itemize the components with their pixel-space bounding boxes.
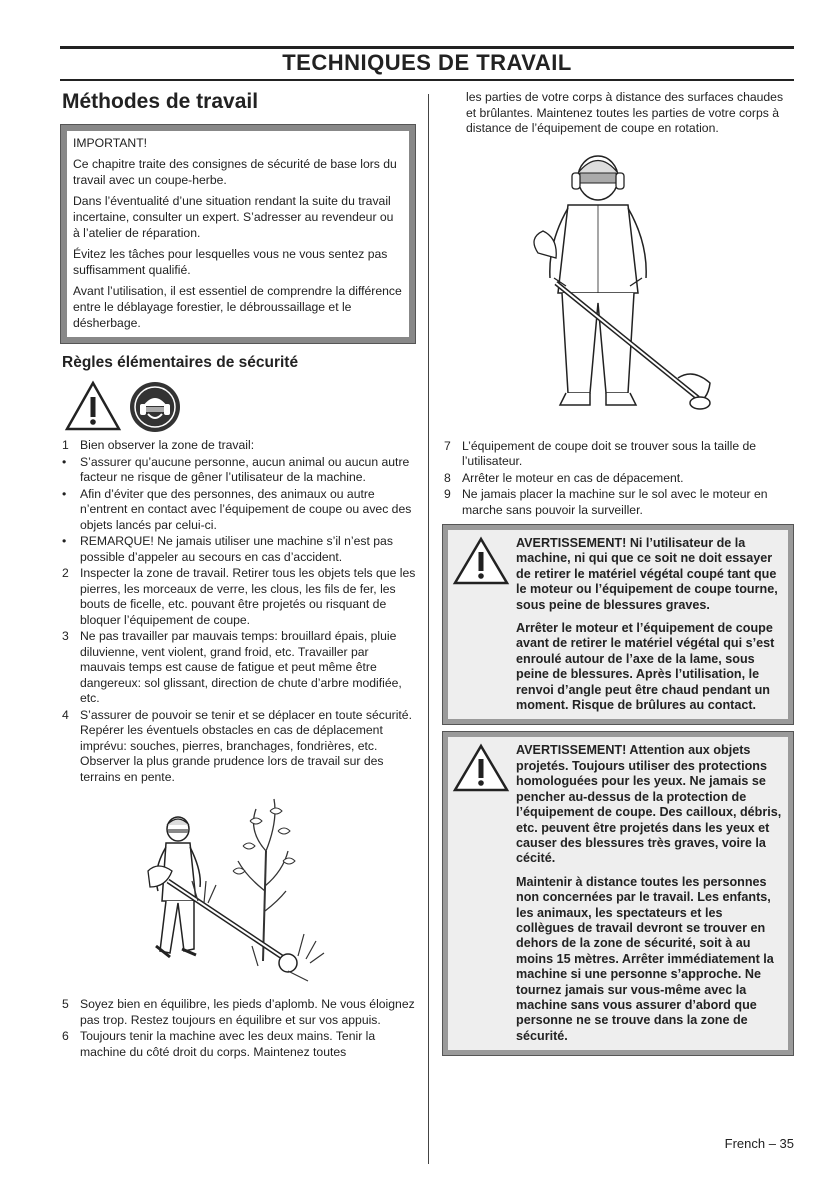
warning-box-projected-objects [442, 731, 794, 1056]
warning-2-paragraph-2: Maintenir à distance toutes les personnes non concernées par le travail. Les enfants, les animaux, les spectateurs et les collègues de travail devront se trouver en dehors de la zone de sécurité, soit à au moins 15 mètres. Arrêter immédiatement la machine si une personne s’approche. Ne tournez jamais sur vous-même avec la machine sans vous assurer d’abord que personne ne se trouve dans la zone de sécurité. [516, 874, 774, 1043]
warning-triangle-icon [452, 743, 510, 793]
list-item: • Afin d’éviter que des personnes, des animaux ou autre n’entrent en contact avec l’équipement de coupe ou avec des objets lancés par celui-ci. [62, 486, 412, 532]
warning-box-cut-material [442, 524, 794, 725]
header-rule-bottom [60, 79, 794, 81]
list-item: 6 Toujours tenir la machine avec les deux mains. Tenir la machine du côté droit du corps. Maintenez toutes [62, 1029, 376, 1059]
warning-triangle-icon [452, 536, 510, 586]
safety-symbols [64, 380, 416, 434]
safety-list-continued [60, 997, 416, 1060]
important-paragraph-2: Dans l’éventualité d’une situation rendant la suite du travail incertaine, consulter un expert. S’adresser au revendeur ou à l’atelier de réparation. [73, 194, 394, 240]
list-item: 4 S’assurer de pouvoir se tenir et se déplacer en toute sécurité. Repérer les éventuels obstacles en cas de déplacement imprévu: souches, pierres, branchages, fondrières, etc. Observer la plus grande prudence lors de travail sur des terrains en pente. [62, 707, 412, 784]
header-rule-top [60, 46, 794, 49]
warning-1-paragraph-2: Arrêter le moteur et l’équipement de coupe avant de retirer le matériel végétal qui s’est enroulé autour de l’axe de la lame, sous peine de blessures. Après l’utilisation, le renvoi d’angle peut être chaud pendant un moment. Risque de brûlures au contact. [516, 621, 775, 713]
right-column [442, 90, 794, 1056]
column-divider [428, 94, 429, 1164]
operator-illustration [498, 143, 738, 433]
list-item: • REMARQUE! Ne jamais utiliser une machine s’il n’est pas possible d’appeler au secours en cas d’accident. [62, 534, 393, 564]
page-title: TECHNIQUES DE TRAVAIL [282, 50, 572, 75]
safety-list [60, 438, 416, 785]
important-content [67, 131, 409, 337]
list-item: • S’assurer qu’aucune personne, aucun animal ou aucun autre facteur ne risque de gêner l’utilisateur de la machine. [62, 454, 410, 484]
important-paragraph-4: Avant l’utilisation, il est essentiel de comprendre la différence entre le déblayage forestier, le débroussaillage et le désherbage. [73, 284, 402, 330]
list-item: 8 Arrêter le moteur en cas de dépacement. [444, 470, 684, 485]
protective-gear-icon [128, 380, 182, 434]
list-item: 9 Ne jamais placer la machine sur le sol avec le moteur en marche sans pouvoir la surveiller. [444, 487, 768, 517]
important-paragraph-3: Évitez les tâches pour lesquelles vous ne vous sentez pas suffisamment qualifié. [73, 247, 388, 277]
warning-2-paragraph-1: AVERTISSEMENT! Attention aux objets projetés. Toujours utiliser des protections homologuées pour les yeux. Ne jamais se pencher au-dessus de la protection de l’équipement de coupe. Des cailloux, débris, etc. peuvent être projetés dans les yeux et causer des blessures très graves, voire la cécité. [516, 743, 782, 866]
safety-heading: Règles élémentaires de sécurité [62, 354, 299, 371]
important-paragraph-1: Ce chapitre traite des consignes de sécurité de base lors du travail avec un coupe-herbe. [73, 157, 397, 187]
page-number: French – 35 [724, 1136, 794, 1151]
trimmer-work-illustration [138, 791, 338, 991]
list-item: 1 Bien observer la zone de travail: [62, 438, 255, 452]
continuation-paragraph: les parties de votre corps à distance des surfaces chaudes et brûlantes. Maintenez toutes les parties de votre corps à distance de l’équipement de coupe en rotation. [466, 90, 784, 135]
warning-triangle-icon [64, 380, 122, 432]
list-item: 5 Soyez bien en équilibre, les pieds d’aplomb. Ne vous éloignez pas trop. Restez toujours en équilibre et sur vos appuis. [62, 997, 415, 1027]
methods-heading: Méthodes de travail [62, 90, 259, 113]
right-list [442, 439, 794, 519]
left-column [60, 90, 416, 1061]
list-item: 3 Ne pas travailler par mauvais temps: brouillard épais, pluie diluvienne, vent violent, grand froid, etc. Travailler par mauvais temps est cause de fatigue et peut même être dangereux: sol glissant, direction de chute d’arbre modifiée, etc. [62, 629, 402, 705]
important-label: IMPORTANT! [73, 136, 148, 150]
warning-1-paragraph-1: AVERTISSEMENT! Ni l’utilisateur de la machine, ni qui que ce soit ne doit essayer de retirer le matériel végétal coupé tant que le moteur ou l’équipement de coupe tourne, sous peine de blessures graves. [516, 536, 778, 612]
list-item: 7 L’équipement de coupe doit se trouver sous la taille de l’utilisateur. [444, 438, 757, 468]
list-item: 2 Inspecter la zone de travail. Retirer tous les objets tels que les pierres, les morceaux de verre, les clous, les fils de fer, les bouts de ficelle, etc. pouvant être projetés ou risquant de bloquer l’équipement de coupe. [62, 566, 416, 627]
important-box [60, 124, 416, 344]
